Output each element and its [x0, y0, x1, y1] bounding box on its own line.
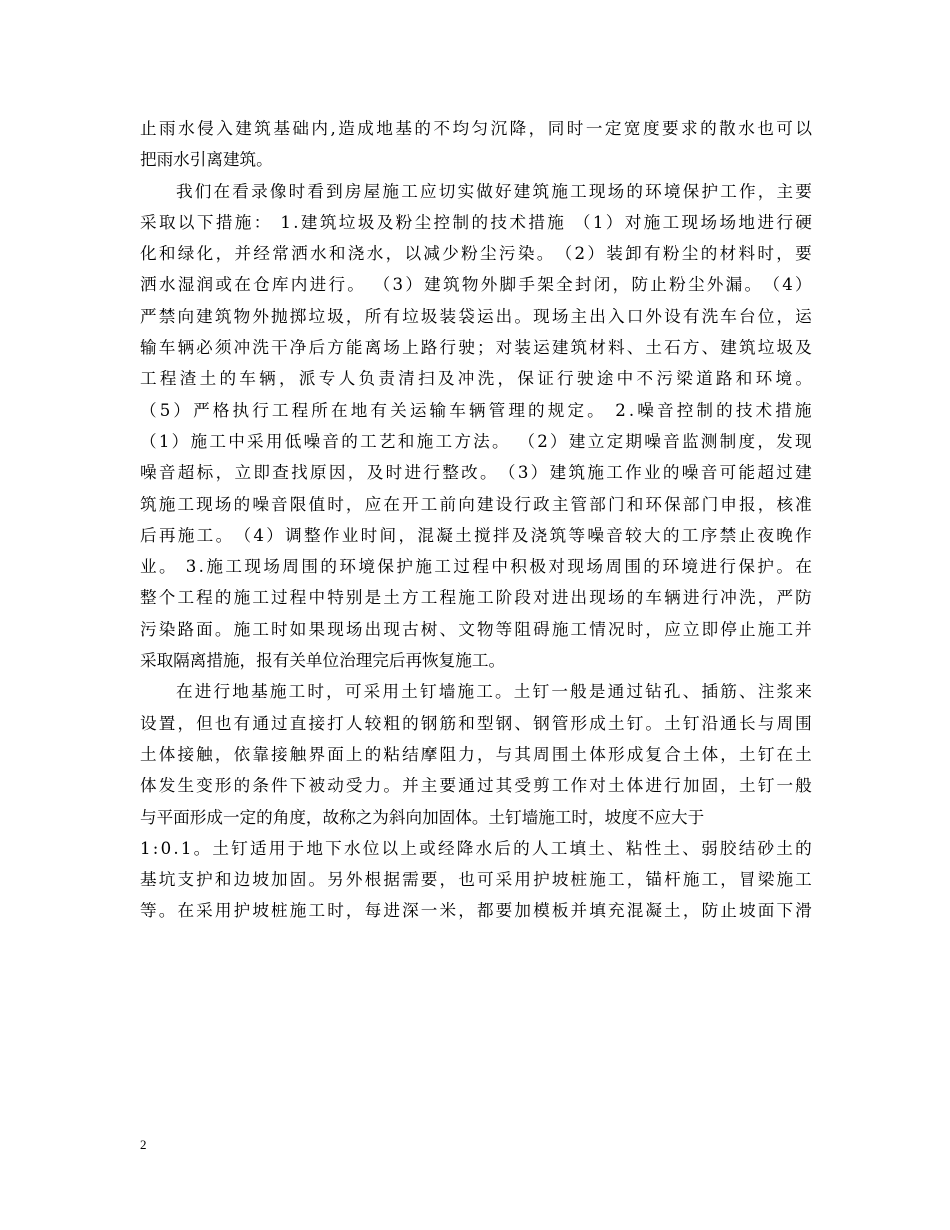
- text-line: （ 1 ） 施 工 中 采 用 低 噪 音 的 工 艺 和 施 工 方 法 。 （ 2 ） 建 立 定 期 噪 音 监 测 制 度 ， 发 现: [140, 431, 812, 451]
- text-line: 后 再 施 工 。 （ 4 ） 调 整 作 业 时 间 ， 混 凝 土 搅 拌 及 浇 筑 等 噪 音 较 大 的 工 序 禁 止 夜 晚 作: [140, 525, 812, 545]
- text-line: 化 和 绿 化 ， 并 经 常 洒 水 和 浇 水 ， 以 减 少 粉 尘 污 染 。 （ 2 ） 装 卸 有 粉 尘 的 材 料 时 ， 要: [140, 244, 812, 264]
- text-line: 整 个 工 程 的 施 工 过 程 中 特 别 是 土 方 工 程 施 工 阶 段 对 进 出 现 场 的 车 辆 进 行 冲 洗 ， 严 防: [140, 588, 812, 608]
- text-line: 等 。 在 采 用 护 坡 桩 施 工 时 ， 每 进 深 一 米 ， 都 要 加 模 板 并 填 充 混 凝 土 ， 防 止 坡 面 下 滑: [140, 901, 812, 921]
- text-line: 严 禁 向 建 筑 物 外 抛 掷 垃 圾 ， 所 有 垃 圾 装 袋 运 出 。 现 场 主 出 入 口 外 设 有 洗 车 台 位 ， 运: [140, 306, 812, 326]
- text-line: 把雨水引离建筑。: [140, 150, 273, 170]
- text-line: 1 : 0 . 1 。 土 钉 适 用 于 地 下 水 位 以 上 或 经 降 水 后 的 人 工 填 土 、 粘 性 土 、 弱 胶 结 砂 土 的: [140, 838, 812, 858]
- text-line: 噪 音 超 标 ， 立 即 查 找 原 因 ， 及 时 进 行 整 改 。 （ 3 ） 建 筑 施 工 作 业 的 噪 音 可 能 超 过 建: [140, 463, 812, 483]
- text-line: 筑 施 工 现 场 的 噪 音 限 值 时 ， 应 在 开 工 前 向 建 设 行 政 主 管 部 门 和 环 保 部 门 申 报 ， 核 准: [140, 494, 812, 514]
- text-line: 我 们 在 看 录 像 时 看 到 房 屋 施 工 应 切 实 做 好 建 筑 施 工 现 场 的 环 境 保 护 工 作 ， 主 要: [176, 181, 812, 201]
- text-line: 土 体 接 触 ， 依 靠 接 触 界 面 上 的 粘 结 摩 阻 力 ， 与 其 周 围 土 体 形 成 复 合 土 体 ， 土 钉 在 土: [140, 744, 812, 764]
- text-line: 采取隔离措施，报有关单位治理完后再恢复施工。: [140, 651, 506, 671]
- text-line: （ 5 ） 严 格 执 行 工 程 所 在 地 有 关 运 输 车 辆 管 理 的 规 定 。 2 . 噪 音 控 制 的 技 术 措 施: [140, 400, 812, 420]
- text-line: 体 发 生 变 形 的 条 件 下 被 动 受 力 。 并 主 要 通 过 其 受 剪 工 作 对 土 体 进 行 加 固 ， 土 钉 一 般: [140, 776, 812, 796]
- text-line: 在 进 行 地 基 施 工 时 ， 可 采 用 土 钉 墙 施 工 。 土 钉 一 般 是 通 过 钻 孔 、 插 筋 、 注 浆 来: [176, 682, 812, 702]
- text-line: 采 取 以 下 措 施 ： 1 . 建 筑 垃 圾 及 粉 尘 控 制 的 技 术 措 施 （ 1 ） 对 施 工 现 场 场 地 进 行 硬: [140, 212, 812, 232]
- text-line: 业 。 3 . 施 工 现 场 周 围 的 环 境 保 护 施 工 过 程 中 积 极 对 现 场 周 围 的 环 境 进 行 保 护 。 在: [140, 557, 812, 577]
- body-text: [140, 113, 812, 927]
- text-line: 工 程 渣 土 的 车 辆 ， 派 专 人 负 责 清 扫 及 冲 洗 ， 保 证 行 驶 途 中 不 污 梁 道 路 和 环 境 。: [140, 369, 812, 389]
- text-line: 基 坑 支 护 和 边 坡 加 固 。 另 外 根 据 需 要 ， 也 可 采 用 护 坡 桩 施 工 ， 锚 杆 施 工 ， 冒 梁 施 工: [140, 870, 812, 890]
- text-line: 洒 水 湿 润 或 在 仓 库 内 进 行 。 （ 3 ） 建 筑 物 外 脚 手 架 全 封 闭 ， 防 止 粉 尘 外 漏 。 （ 4 ）: [140, 275, 812, 295]
- text-line: 输 车 辆 必 须 冲 洗 干 净 后 方 能 离 场 上 路 行 驶 ； 对 装 运 建 筑 材 料 、 土 石 方 、 建 筑 垃 圾 及: [140, 338, 812, 358]
- text-line: 污 染 路 面 。 施 工 时 如 果 现 场 出 现 古 树 、 文 物 等 阻 碍 施 工 情 况 时 ， 应 立 即 停 止 施 工 并: [140, 619, 812, 639]
- text-line: 设 置 ， 但 也 有 通 过 直 接 打 人 较 粗 的 钢 筋 和 型 钢 、 钢 管 形 成 土 钉 。 土 钉 沿 通 长 与 周 围: [140, 713, 812, 733]
- page-number: 2: [140, 1137, 147, 1152]
- text-line: 与平面形成一定的角度，故称之为斜向加固体。土钉墙施工时，坡度不应大于: [140, 807, 705, 827]
- text-line: 止 雨 水 侵 入 建 筑 基 础 内 , 造 成 地 基 的 不 均 匀 沉 降 ， 同 时 一 定 宽 度 要 求 的 散 水 也 可 以: [140, 119, 812, 138]
